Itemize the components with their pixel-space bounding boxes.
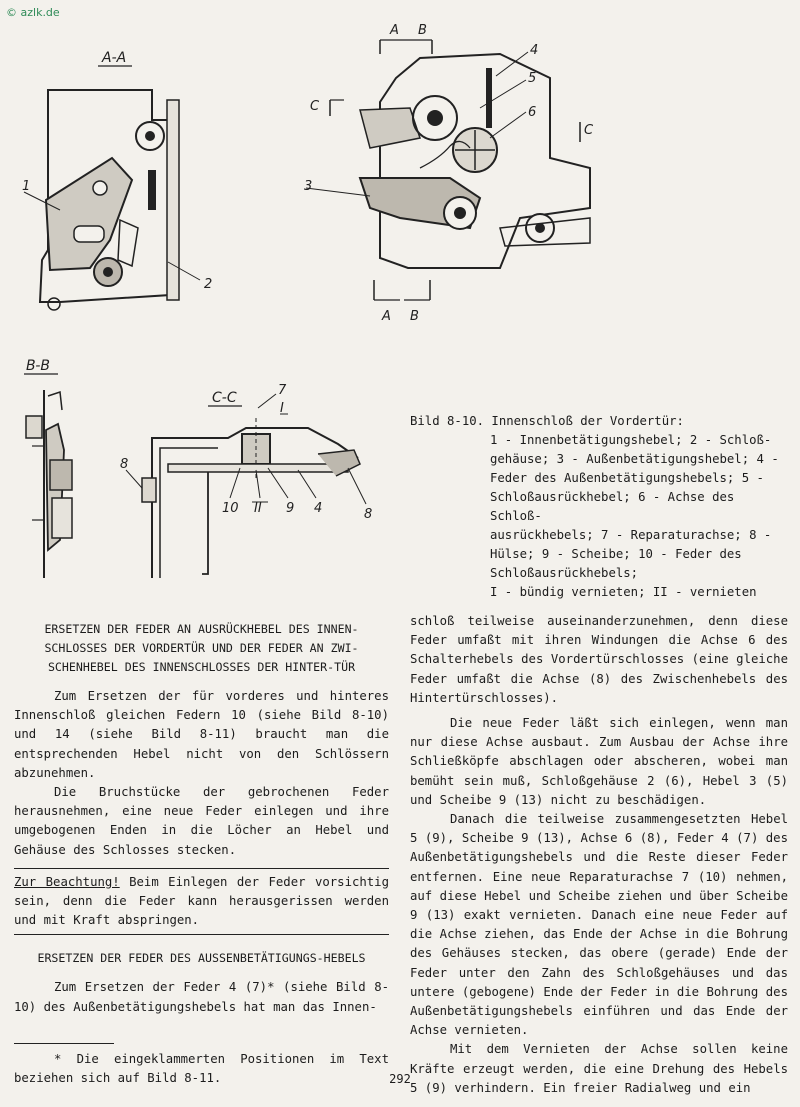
caption-line: gehäuse; 3 - Außenbetätigungshebel; 4 - [490,452,779,466]
label-b-top: B [418,23,427,38]
paragraph: Die neue Feder läßt sich einlegen, wenn man nur diese Achse ausbaut. Zum Ausbau der Achse ihre Schließköpfe abschlagen oder abscheren, wobei man bemüht sein muß, Schloßgehäuse 2 (6), Hebel 3 (5) und Scheibe 9 (13) nicht zu beschädigen. [410,716,788,807]
heading-outer-lever-spring: ERSETZEN DER FEDER DES AUSSENBETÄTIGUNGS-HEBELS [37,951,366,966]
label-c-right: C [584,123,594,138]
figure-section-b-b [18,350,118,590]
heading-spring-release-lever: ERSETZEN DER FEDER AN AUSRÜCKHEBEL DES INNEN-SCHLOSSES DER VORDERTÜR UND DER FEDER AN ZWI-SCHENHEBEL DES INNENSCHLOSSES DER HINTER-TÜR [44,622,359,674]
note-box [14,868,389,936]
label-roman-1: I [280,401,284,416]
label-roman-2: II [254,501,262,516]
page-number: 292 [389,1072,411,1086]
caption-title: Bild 8-10. Innenschloß der Vordertür: [410,414,684,428]
figure-caption [410,412,790,602]
label-part-4b: 4 [314,501,323,516]
label-section-b-b: B-B [26,358,51,374]
note-label: Zur Beachtung! [14,874,120,889]
label-part-10: 10 [222,501,239,516]
label-part-5: 5 [528,71,537,86]
label-part-8-right: 8 [364,507,373,522]
label-part-9: 9 [286,501,295,516]
watermark: © azlk.de [6,6,60,19]
figure-main-lock [300,18,630,328]
paragraph: Zum Ersetzen der für vorderes und hinteres Innenschloß gleichen Federn 10 (siehe Bild 8-10) und 14 (siehe Bild 8-11) braucht man die entsprechenden Hebel nicht von den Schlössern abzunehmen. [14,689,389,780]
paragraph: schloß teilweise auseinanderzunehmen, denn diese Feder umfaßt mit ihren Windungen die Achse 6 des Schalterhebels des Vordertürschlosses (eine gleiche Feder umfaßt die Achse (8) des Zwischenhebels des Hintertürschlosses). [410,614,788,705]
figure-section-c-c [108,378,398,588]
caption-line: Schloßausrückhebel; 6 - Achse des Schloß- [490,490,735,523]
label-part-8-left: 8 [120,457,129,472]
label-section-c-c: C-C [212,390,237,406]
footnote-divider [14,1043,114,1044]
note-text: Beim Einlegen der Feder vorsichtig sein, denn die Feder kann herausgerissen werden und mit Kraft abspringen. [14,874,389,928]
caption-line: Hülse; 9 - Scheibe; 10 - Feder des [490,547,742,561]
right-column [410,612,788,1098]
paragraph: Mit dem Vernieten der Achse sollen keine Kräfte erzeugt werden, die eine Drehung des Hebels 5 (9) verhindern. Ein freier Radialweg und ein [410,1042,788,1095]
label-section-a-a: A-A [102,50,127,66]
label-a-bottom: A [382,309,391,324]
caption-line: Schloßausrückhebels; [490,566,639,580]
paragraph: Danach die teilweise zusammengesetzten Hebel 5 (9), Scheibe 9 (13), Achse 6 (8), Feder 4 (7) des Außenbetätigungshebels und die Reste dieser Feder entfernen. Eine neue Reparaturachse 7 (10) nehmen, auf diese Hebel und Scheibe ziehen und über Scheibe 9 (13) exakt vernieten. Danach eine neue Feder auf die Achse ziehen, das Ende der Achse in die Bohrung des Gehäuses stecken, das obere (gerade) Ende der Feder unter den Zahn des Schloßgehäuses und das untere (gebogene) Ende der Feder in die Bohrung des Außenbetätigungshebels einführen und das Ende der Achse vernieten. [410,812,788,1038]
caption-line: Feder des Außenbetätigungshebels; 5 - [490,471,764,485]
caption-line: 1 - Innenbetätigungshebel; 2 - Schloß- [490,433,772,447]
paragraph: Die Bruchstücke der gebrochenen Feder herausnehmen, eine neue Feder einlegen und ihre umgebogenen Enden in die Löcher an Hebel und Gehäuse des Schlosses stecken. [14,785,389,857]
label-a-top: A [390,23,399,38]
label-part-6: 6 [528,105,537,120]
caption-line: ausrückhebels; 7 - Reparaturachse; 8 - [490,528,772,542]
footnote: * Die eingeklammerten Positionen im Text beziehen sich auf Bild 8-11. [14,1051,389,1086]
label-part-1: 1 [22,179,31,194]
label-b-bottom: B [410,309,419,324]
label-part-7: 7 [278,383,287,398]
label-part-2: 2 [204,277,213,292]
label-c-left: C [310,99,320,114]
label-part-3: 3 [304,179,313,194]
label-part-4: 4 [530,43,539,58]
left-column [14,620,389,1088]
figure-section-a-a [20,40,220,340]
paragraph: Zum Ersetzen der Feder 4 (7)* (siehe Bild 8-10) des Außenbetätigungshebels hat man das Innen- [14,980,389,1014]
caption-line: I - bündig vernieten; II - vernieten [490,585,757,599]
